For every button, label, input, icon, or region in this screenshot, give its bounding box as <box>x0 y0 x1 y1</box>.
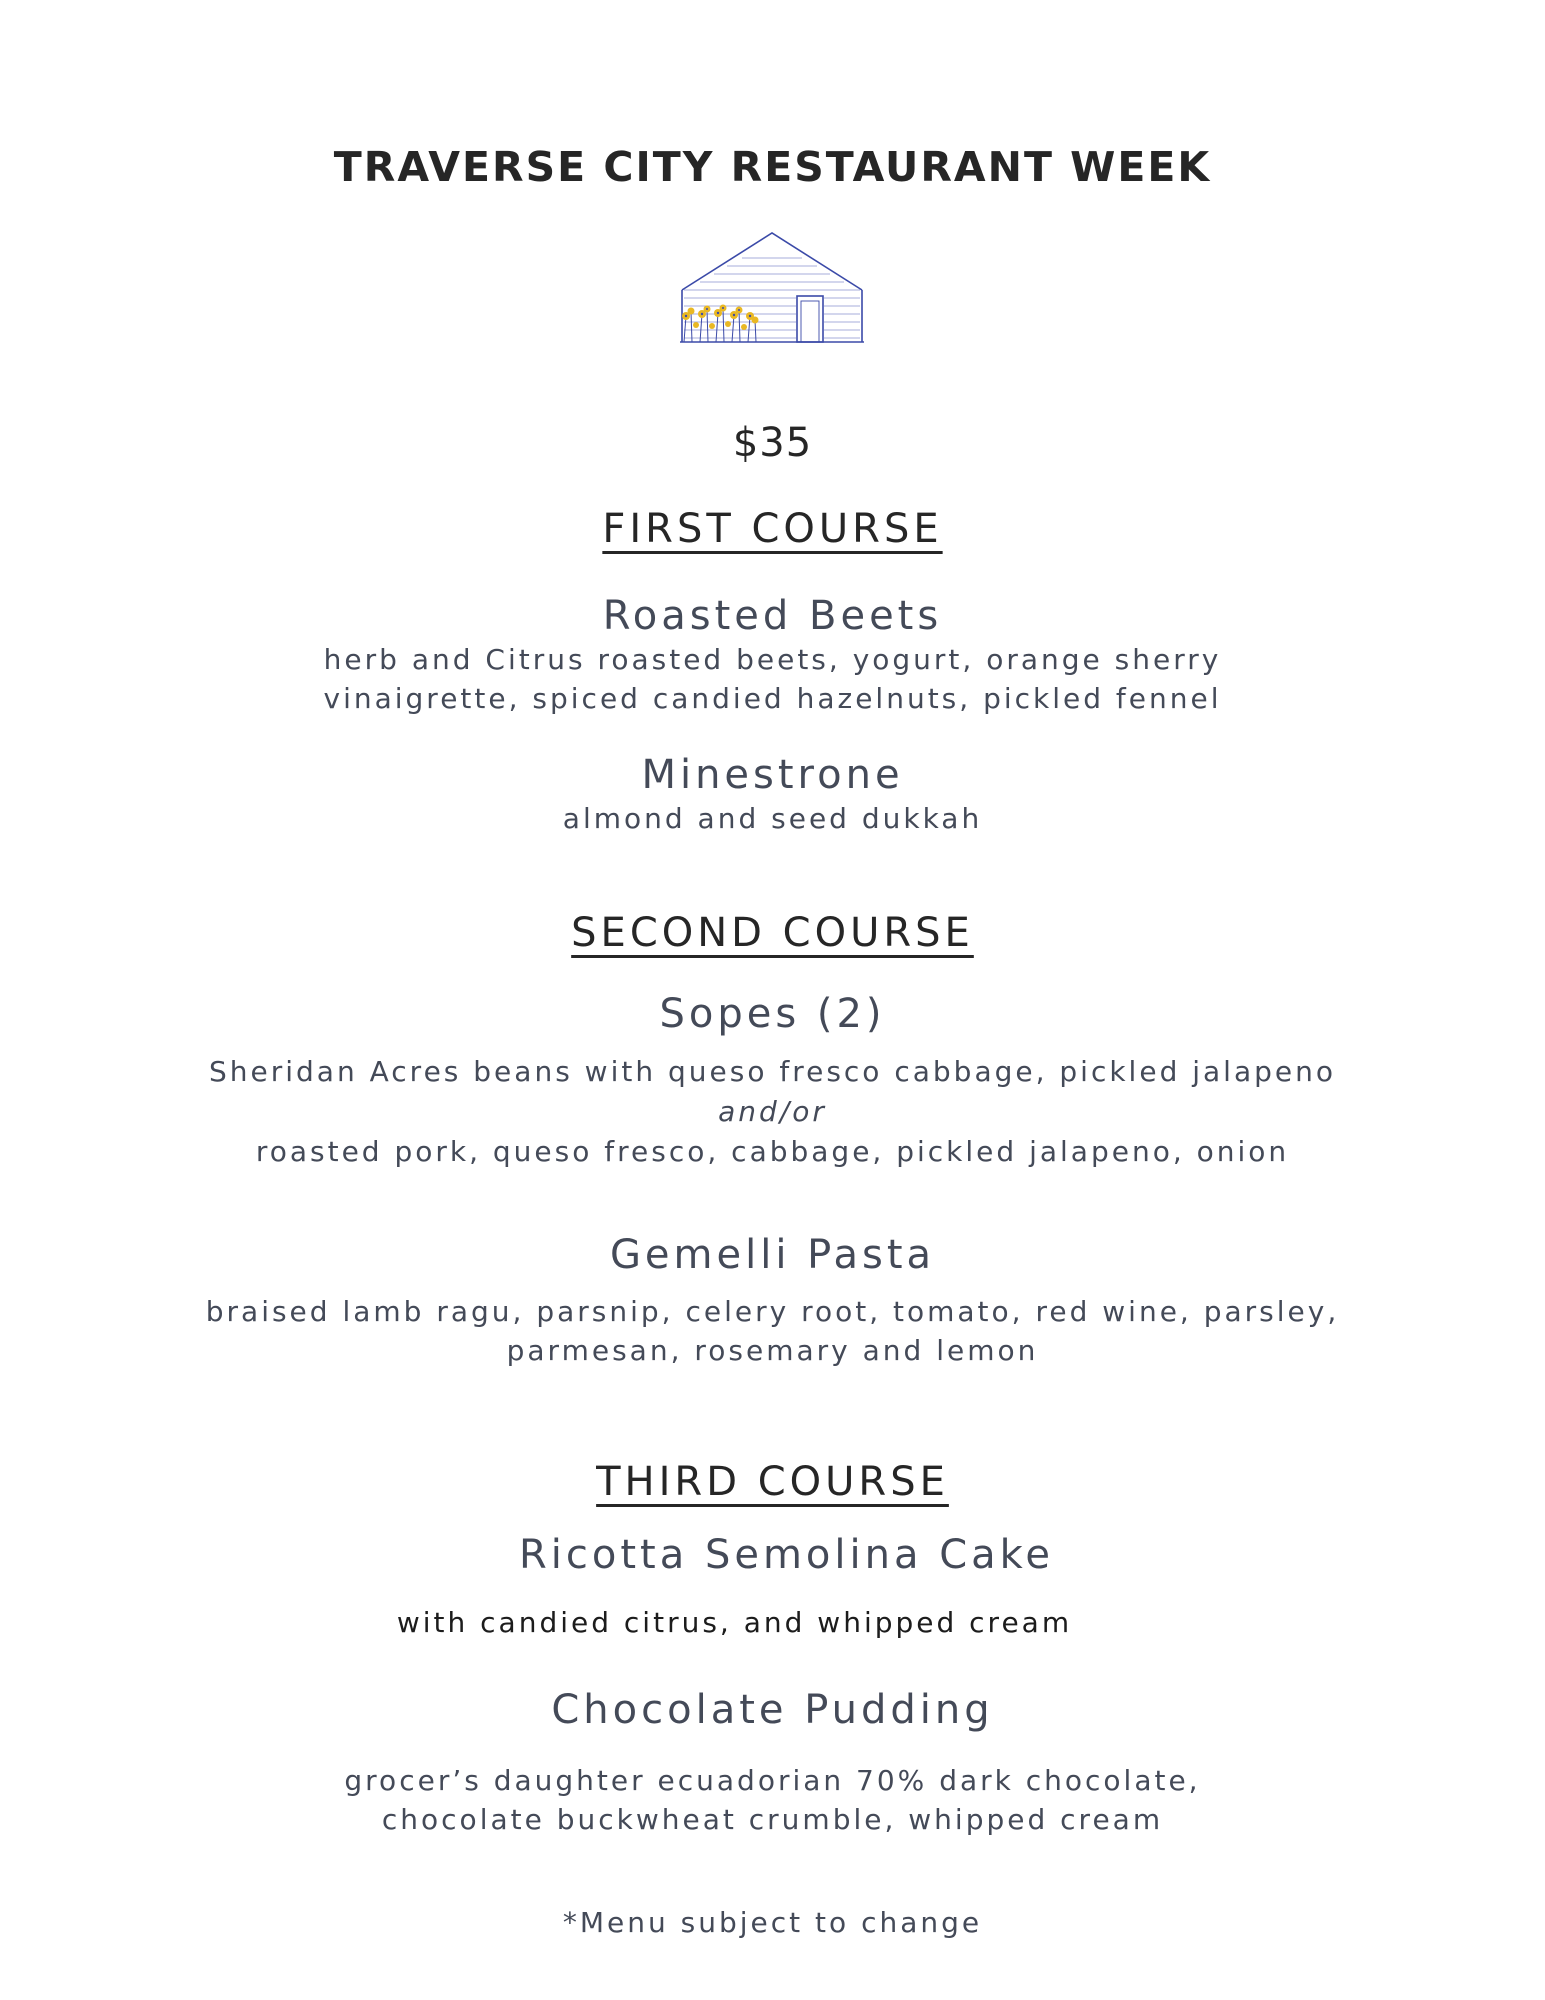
third-course-heading: THIRD COURSE <box>596 1459 949 1505</box>
dish-name-minestrone: Minestrone <box>641 752 904 798</box>
dish-name-gemelli-pasta: Gemelli Pasta <box>609 1232 936 1278</box>
first-course-heading: FIRST COURSE <box>602 506 943 552</box>
second-course-heading: SECOND COURSE <box>571 910 974 956</box>
menu-price: $35 <box>732 420 813 466</box>
house-logo-icon <box>672 230 872 348</box>
menu-title: TRAVERSE CITY RESTAURANT WEEK <box>333 143 1212 191</box>
dish-desc-sopes-1: Sheridan Acres beans with queso fresco cabbage, pickled jalapeno <box>209 1055 1336 1088</box>
dish-desc-pudding-1: grocer’s daughter ecuadorian 70% dark chocolate, <box>344 1764 1201 1797</box>
dish-desc-roasted-beets-1: herb and Citrus roasted beets, yogurt, orange sherry <box>323 643 1222 676</box>
dish-desc-minestrone: almond and seed dukkah <box>562 802 983 835</box>
dish-name-chocolate-pudding: Chocolate Pudding <box>551 1687 994 1733</box>
dish-name-roasted-beets: Roasted Beets <box>602 593 943 639</box>
dish-desc-roasted-beets-2: vinaigrette, spiced candied hazelnuts, pickled fennel <box>323 682 1222 715</box>
dish-desc-sopes-connector: and/or <box>718 1095 827 1128</box>
dish-desc-pudding-2: chocolate buckwheat crumble, whipped cream <box>381 1803 1164 1836</box>
dish-desc-sopes-2: roasted pork, queso fresco, cabbage, pickled jalapeno, onion <box>255 1135 1290 1168</box>
dish-name-ricotta-cake: Ricotta Semolina Cake <box>519 1532 1054 1578</box>
dish-name-sopes: Sopes (2) <box>659 991 886 1037</box>
dish-desc-gemelli-1: braised lamb ragu, parsnip, celery root, tomato, red wine, parsley, <box>205 1295 1340 1328</box>
dish-desc-gemelli-2: parmesan, rosemary and lemon <box>506 1334 1039 1367</box>
menu-footnote: *Menu subject to change <box>562 1906 983 1939</box>
dish-desc-ricotta-cake: with candied citrus, and whipped cream <box>396 1606 1073 1639</box>
